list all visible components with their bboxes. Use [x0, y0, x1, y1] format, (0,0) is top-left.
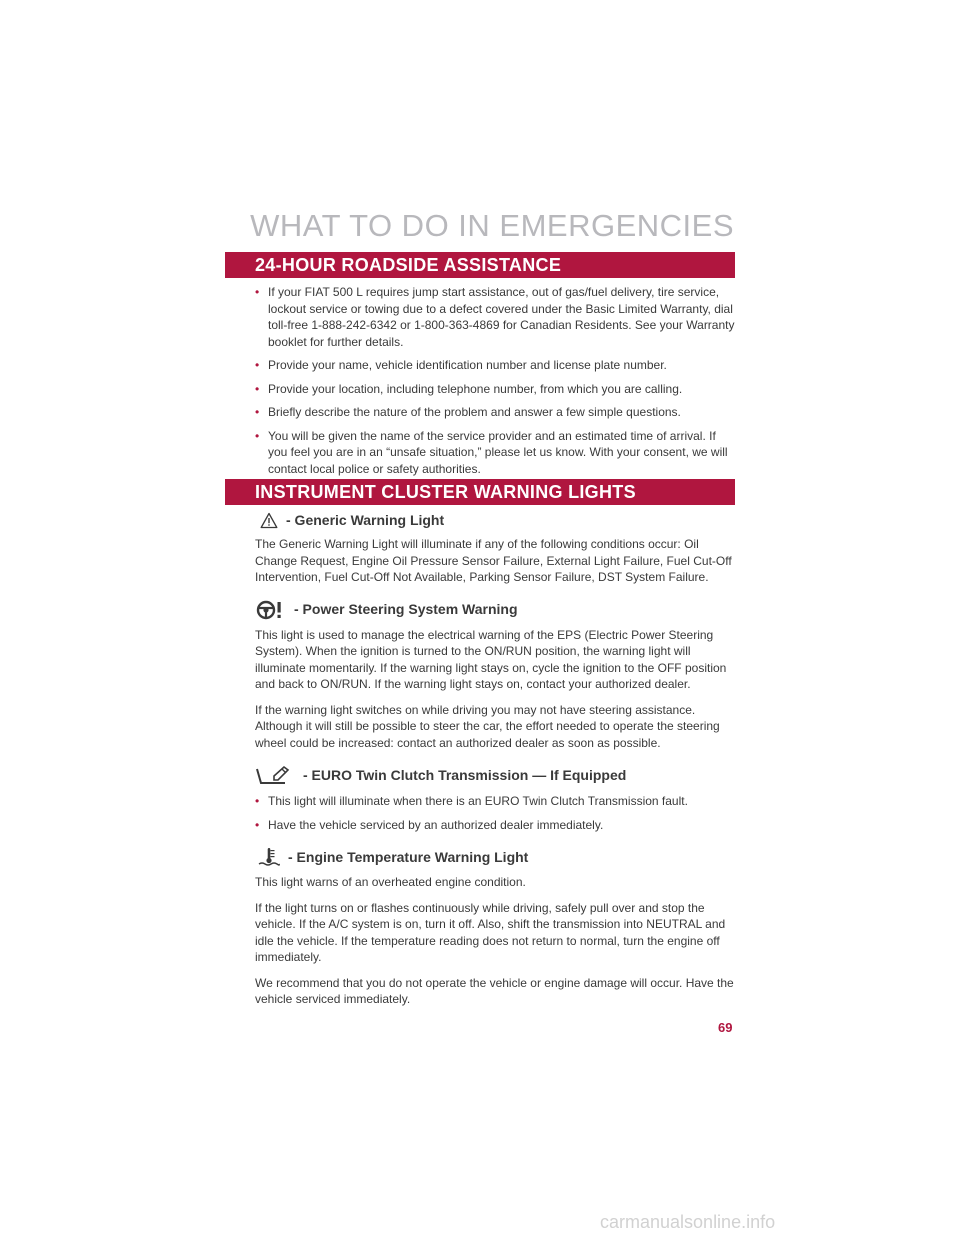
bullet-text: You will be given the name of the service provider and an estimated time of arrival. If you feel you are in an “unsafe situation,” please let us know. With your consent, we will contact local police or safety authorities. — [268, 428, 728, 476]
bullet-dot: • — [255, 817, 260, 832]
list-item — [255, 817, 737, 834]
section-heading-roadside: 24-HOUR ROADSIDE ASSISTANCE — [225, 252, 735, 278]
generic-warning-heading — [260, 512, 737, 529]
list-item — [255, 284, 737, 350]
engine-temp-body-1: This light warns of an overheated engine condition. — [255, 875, 526, 889]
page-number: 69 — [718, 1020, 733, 1035]
chapter-title: WHAT TO DO IN EMERGENCIES — [250, 208, 734, 243]
engine-temperature-icon — [258, 847, 280, 867]
bullet-dot: • — [255, 794, 260, 808]
bullet-dot: • — [255, 358, 260, 372]
list-item — [255, 357, 737, 374]
steering-wheel-warning-icon — [256, 600, 286, 620]
transmission-icon — [255, 765, 291, 785]
power-steering-heading — [256, 600, 737, 620]
euro-twin-heading — [255, 765, 737, 785]
list-item — [255, 428, 737, 478]
list-item — [255, 381, 737, 398]
power-steering-body-1: This light is used to manage the electrical warning of the EPS (Electric Power Steering System). When the ignition is turned to the ON/RUN position, the warning light will illuminate momentarily. If the warning light stays on, cycle the ignition to the OFF position and back to ON/RUN. If the warning light stays on, contact your authorized dealer. — [255, 627, 727, 691]
engine-temp-title: - Engine Temperature Warning Light — [288, 848, 529, 865]
bullet-dot: • — [255, 405, 260, 419]
watermark: carmanualsonline.info — [600, 1212, 776, 1232]
bullet-text: Briefly describe the nature of the problem and answer a few simple questions. — [268, 405, 681, 419]
engine-temp-body-2: If the light turns on or flashes continuously while driving, safely pull over and stop the vehicle. If the A/C system is on, turn it off. Also, shift the transmission into NEUTRAL and idle the vehicle. If the temperature reading does not return to normal, turn the engine off immediately. — [255, 900, 726, 964]
bullet-text: If your FIAT 500 L requires jump start assistance, out of gas/fuel delivery, tire service, lockout service or towing due to a defect covered under the Basic Limited Warranty, dial toll-free 1-888-242-6342 or 1-800-363-4869 for Canadian Residents. See your Warranty booklet for further details. — [268, 285, 735, 349]
warning-lights-content — [255, 512, 737, 1017]
list-item — [255, 793, 737, 810]
list-item — [255, 404, 737, 421]
bullet-text: Provide your name, vehicle identification number and license plate number. — [268, 358, 667, 372]
power-steering-body-2: If the warning light switches on while driving you may not have steering assistance. Although it will still be possible to steer the car, the effort needed to operate the steering wheel could be increased: contact an authorized dealer as soon as possible. — [255, 702, 720, 750]
bullet-dot: • — [255, 428, 260, 443]
power-steering-title: - Power Steering System Warning — [294, 601, 518, 618]
bullet-dot: • — [255, 381, 260, 396]
roadside-bullet-list — [255, 284, 737, 484]
bullet-text: This light will illuminate when there is an EURO Twin Clutch Transmission fault. — [268, 794, 688, 808]
generic-warning-title: - Generic Warning Light — [286, 512, 445, 529]
euro-twin-title: - EURO Twin Clutch Transmission — If Equipped — [303, 766, 627, 783]
bullet-text: Have the vehicle serviced by an authorized dealer immediately. — [268, 817, 604, 832]
generic-warning-body: The Generic Warning Light will illuminate if any of the following conditions occur: Oil Change Request, Engine Oil Pressure Sensor Failure, External Light Failure, Fuel Cut-Off Intervention, Fuel Cut-Off Not Available, Parking Sensor Failure, DST System Failure. — [255, 537, 732, 584]
warning-triangle-icon — [260, 512, 278, 529]
section-heading-warning-lights: INSTRUMENT CLUSTER WARNING LIGHTS — [225, 479, 735, 505]
engine-temp-heading — [258, 847, 737, 867]
bullet-text: Provide your location, including telephone number, from which you are calling. — [268, 381, 683, 396]
bullet-dot: • — [255, 285, 260, 299]
engine-temp-body-3: We recommend that you do not operate the vehicle or engine damage will occur. Have the vehicle serviced immediately. — [255, 975, 734, 1006]
